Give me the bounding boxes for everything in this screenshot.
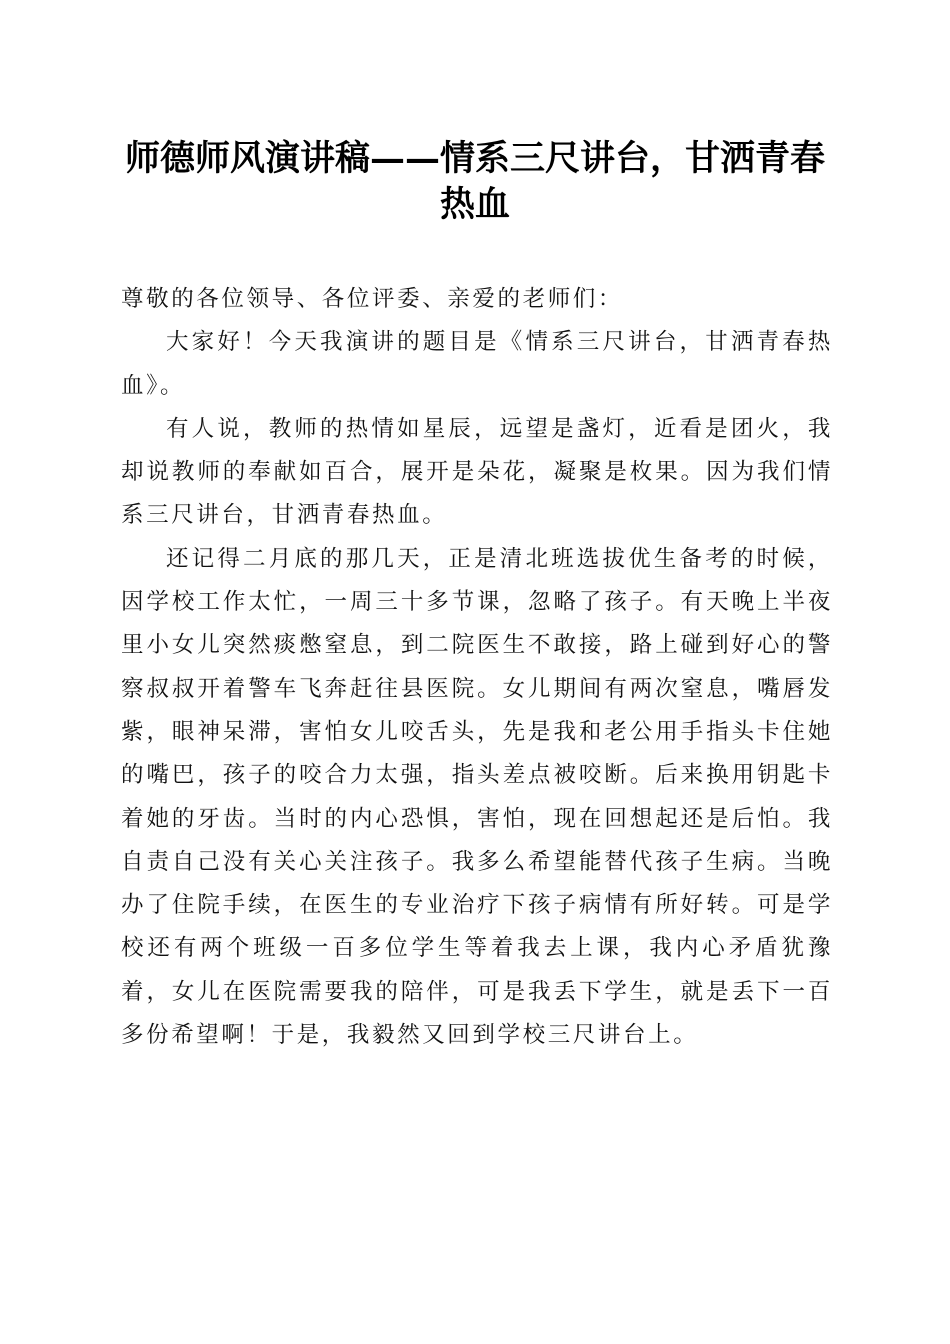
paragraph-metaphor: 有人说，教师的热情如星辰，远望是盏灯，近看是团火，我却说教师的奉献如百合，展开是朵花，凝聚是枚果。因为我们情系三尺讲台，甘洒青春热血。 [121,415,833,529]
document-body [121,278,833,1057]
salutation: 尊敬的各位领导、各位评委、亲爱的老师们： [121,286,624,312]
document-title: 师德师风演讲稿——情系三尺讲台，甘洒青春热血 [124,138,825,225]
paragraph-story: 还记得二月底的那几天，正是清北班选拔优生备考的时候，因学校工作太忙，一周三十多节课，忽略了孩子。有天晚上半夜里小女儿突然痰憋窒息，到二院医生不敢接，路上碰到好心的警察叔叔开着警车飞奔赶往县医院。女儿期间有两次窒息，嘴唇发紫，眼神呆滞，害怕女儿咬舌头，先是我和老公用手指头卡住她的嘴巴，孩子的咬合力太强，指头差点被咬断。后来换用钥匙卡着她的牙齿。当时的内心恐惧，害怕，现在回想起还是后怕。我自责自己没有关心关注孩子。我多么希望能替代孩子生病。当晚办了住院手续，在医生的专业治疗下孩子病情有所好转。可是学校还有两个班级一百多位学生等着我去上课，我内心矛盾犹豫着，女儿在医院需要我的陪伴，可是我丢下学生，就是丢下一百多份希望啊！于是，我毅然又回到学校三尺讲台上。 [121,545,833,1049]
paragraph-greeting: 大家好！今天我演讲的题目是《情系三尺讲台，甘洒青春热血》。 [121,329,833,399]
